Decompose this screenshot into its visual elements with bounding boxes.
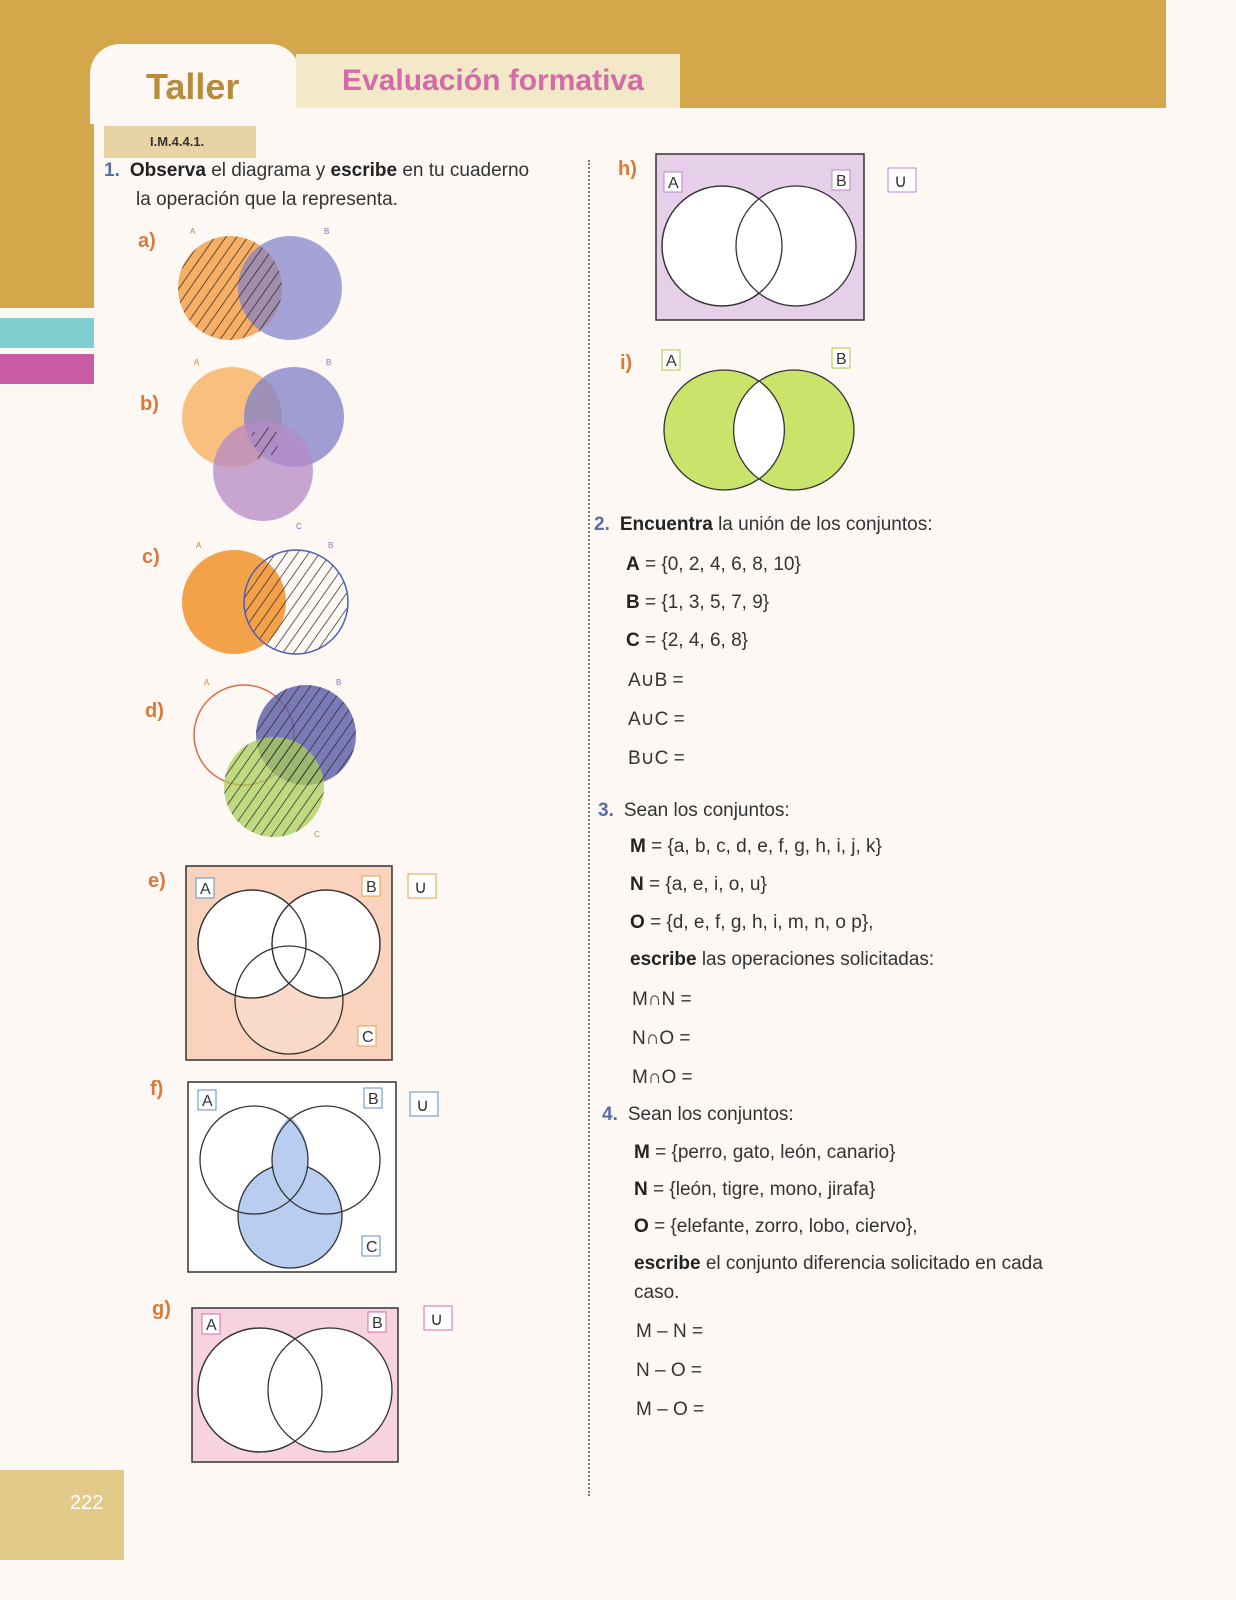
q1-bold-observa: Observa [129,160,206,181]
q2-bold: Encuentra [619,514,713,535]
q4-op-3: M – O = [636,1399,705,1420]
q1-statement-line2: la operación que la representa. [136,189,398,210]
venn-diagram-d [186,675,366,845]
tab-taller-label: Taller [146,66,240,107]
venn-c-label-a: A [196,541,202,550]
venn-f-tag-b-text: B [368,1091,379,1108]
q3-set-n [630,874,767,896]
label-f: f) [150,1078,164,1100]
page-number: 222 [70,1492,104,1514]
venn-a-hatch [178,236,282,340]
q2-set-c-name: C [626,630,640,651]
label-i: i) [620,352,633,374]
label-b: b) [140,393,159,415]
q4-instruction-bold: escribe [634,1253,701,1274]
q2-set-c [626,630,748,652]
side-tab-pink [0,354,94,384]
q1-text-end: en tu cuaderno [402,160,530,181]
venn-a-label-a: A [190,227,196,236]
q3-instruction-bold: escribe [630,949,697,970]
q3-set-o [630,912,873,934]
q3-number: 3. [598,800,614,821]
q4-set-o-name: O [634,1216,649,1237]
q4-set-o-value: = {elefante, zorro, lobo, ciervo}, [654,1216,918,1237]
q1-bold-escribe: escribe [330,160,398,181]
venn-h-tag-a-text: A [668,175,679,192]
venn-b-label-b: B [326,358,332,367]
q4-set-m-name: M [634,1142,650,1163]
q4-set-n [634,1179,875,1201]
tab-taller [90,44,300,124]
venn-b-label-a: A [194,358,200,367]
venn-c-label-b: B [328,541,334,550]
q3-set-m [630,836,882,858]
side-tab-teal [0,318,94,348]
tab-evaluacion-label: Evaluación formativa [342,64,644,97]
venn-e-tag-b-text: B [366,879,377,896]
venn-g-tag-a-text: A [206,1317,217,1334]
label-a: a) [138,230,156,252]
venn-e-tag-c-text: C [362,1029,374,1046]
venn-h-union-symbol: ∪ [894,171,908,191]
side-color-band [0,0,94,308]
venn-e-circle-c [235,946,343,1054]
venn-diagram-e [184,864,444,1064]
q2-op-2: A∪C = [628,709,685,730]
q3-intro: Sean los conjuntos: [623,800,790,821]
q3-set-n-name: N [630,874,644,895]
q4-instruction-line2: caso. [634,1282,680,1303]
q1-text-mid: el diagrama y [211,160,326,181]
venn-e-union-symbol: ∪ [414,877,428,897]
q4-set-o [634,1216,918,1238]
q3-set-o-value: = {d, e, f, g, h, i, m, n, o p}, [650,912,874,933]
venn-diagram-i [654,344,864,494]
q4-instruction-rest: el conjunto diferencia solicitado en cada [705,1253,1043,1274]
label-h: h) [618,158,637,180]
q4-op-2: N – O = [636,1360,702,1381]
label-d: d) [145,700,164,722]
column-divider [588,160,590,1496]
q4-statement [602,1104,794,1126]
venn-diagram-c [176,538,356,663]
venn-f-tag-a-text: A [202,1093,213,1110]
q2-statement [594,514,933,536]
q2-set-a-value: = {0, 2, 4, 6, 8, 10} [645,554,801,575]
q3-set-o-name: O [630,912,645,933]
venn-i-tag-b-text: B [836,351,847,368]
q4-instruction [634,1253,1043,1275]
page-number-box [0,1470,124,1560]
venn-diagram-f [186,1080,446,1280]
venn-h-tag-b-text: B [836,173,847,190]
q3-instruction [630,949,934,971]
venn-f-union-symbol: ∪ [416,1095,430,1115]
q2-set-b [626,592,769,614]
venn-g-tag-b-text: B [372,1315,383,1332]
venn-d-label-a: A [204,678,210,687]
venn-g-circle-b [268,1328,392,1452]
indicator-code: I.M.4.4.1. [104,126,256,158]
label-e: e) [148,870,166,892]
q2-op-3: B∪C = [628,748,685,769]
venn-c-circle-b [244,550,348,654]
q1-number: 1. [104,160,120,181]
q3-set-m-name: M [630,836,646,857]
venn-d-label-b: B [336,678,342,687]
q4-set-m-value: = {perro, gato, león, canario} [655,1142,896,1163]
venn-f-tag-c-text: C [366,1239,378,1256]
q2-rest: la unión de los conjuntos: [718,514,933,535]
q4-op-1: M – N = [636,1321,704,1342]
venn-d-label-c: C [314,830,320,839]
q2-set-b-value: = {1, 3, 5, 7, 9} [645,592,770,613]
q4-intro: Sean los conjuntos: [627,1104,794,1125]
q3-op-3: M∩O = [632,1067,693,1088]
venn-e-tag-a-text: A [200,881,211,898]
q3-op-1: M∩N = [632,989,692,1010]
venn-diagram-h [654,152,924,324]
q2-set-b-name: B [626,592,640,613]
q4-set-n-value: = {león, tigre, mono, jirafa} [653,1179,876,1200]
venn-h-circle-b [736,186,856,306]
venn-a-label-b: B [324,227,330,236]
venn-diagram-b [176,355,356,535]
q2-set-a [626,554,801,576]
venn-d-hatch-c [224,737,324,837]
venn-i-tag-a-text: A [666,353,677,370]
venn-diagram-a [170,222,350,347]
q2-set-c-value: = {2, 4, 6, 8} [645,630,749,651]
q1-statement [104,160,529,182]
venn-b-label-c: C [296,522,302,531]
venn-diagram-g [190,1304,460,1464]
venn-g-union-symbol: ∪ [430,1309,444,1329]
tab-evaluacion [296,54,680,108]
q3-set-m-value: = {a, b, c, d, e, f, g, h, i, j, k} [651,836,882,857]
q3-set-n-value: = {a, e, i, o, u} [649,874,767,895]
label-c: c) [142,546,160,568]
q2-op-1: A∪B = [628,670,684,691]
q2-number: 2. [594,514,610,535]
q4-set-m [634,1142,895,1164]
q4-set-n-name: N [634,1179,648,1200]
q3-instruction-rest: las operaciones solicitadas: [701,949,935,970]
q3-op-2: N∩O = [632,1028,691,1049]
q4-number: 4. [602,1104,618,1125]
label-g: g) [152,1298,171,1320]
q2-set-a-name: A [626,554,640,575]
q3-statement [598,800,790,822]
